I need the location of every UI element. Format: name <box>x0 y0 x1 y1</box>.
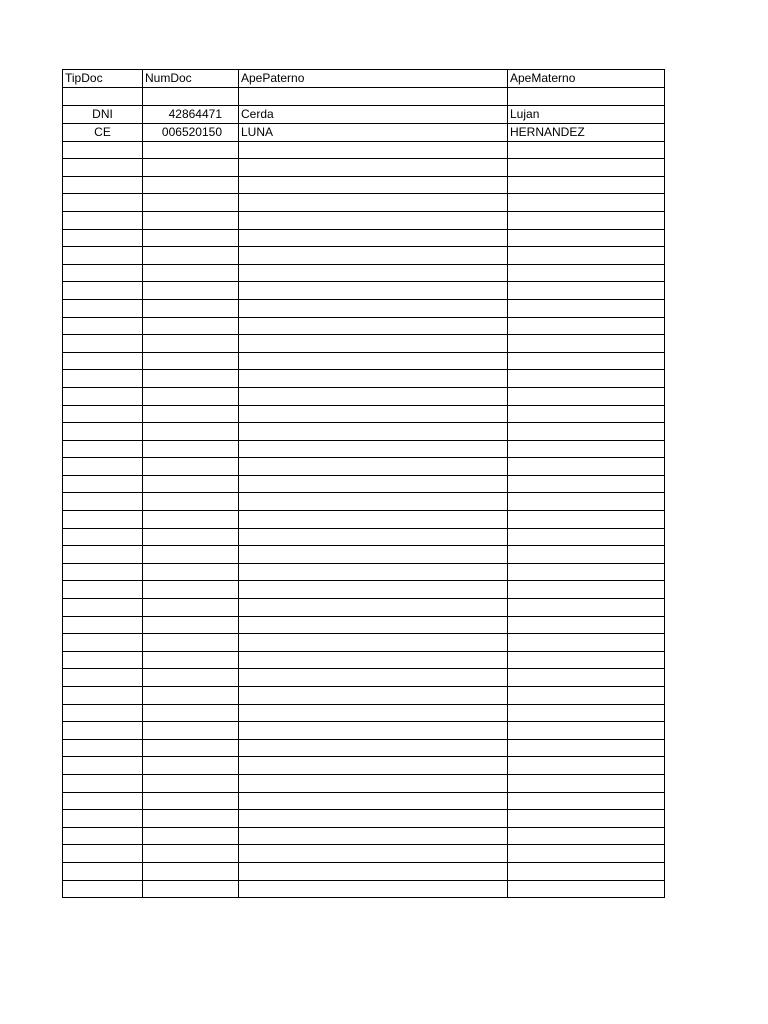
empty-cell <box>143 493 239 511</box>
table-row-empty <box>63 352 665 370</box>
empty-cell <box>239 299 508 317</box>
cell-apepaterno <box>239 88 508 106</box>
empty-cell <box>63 299 143 317</box>
table-row-empty <box>63 880 665 898</box>
empty-cell <box>508 352 665 370</box>
empty-cell <box>143 546 239 564</box>
empty-cell <box>508 511 665 529</box>
table-row-empty <box>63 282 665 300</box>
empty-cell <box>508 757 665 775</box>
empty-cell <box>508 704 665 722</box>
empty-cell <box>239 511 508 529</box>
table-row-empty <box>63 757 665 775</box>
empty-cell <box>239 546 508 564</box>
empty-cell <box>508 599 665 617</box>
empty-cell <box>63 634 143 652</box>
empty-cell <box>143 880 239 898</box>
empty-cell <box>508 229 665 247</box>
empty-cell <box>239 704 508 722</box>
empty-cell <box>239 739 508 757</box>
empty-cell <box>239 475 508 493</box>
table-row-empty <box>63 247 665 265</box>
table-row-empty <box>63 563 665 581</box>
empty-cell <box>143 458 239 476</box>
empty-cell <box>508 387 665 405</box>
empty-cell <box>143 810 239 828</box>
empty-cell <box>63 704 143 722</box>
empty-cell <box>63 563 143 581</box>
table-row-empty <box>63 335 665 353</box>
empty-cell <box>239 141 508 159</box>
table-row-empty <box>63 827 665 845</box>
empty-cell <box>239 247 508 265</box>
table-row-empty <box>63 722 665 740</box>
empty-cell <box>508 774 665 792</box>
table-row-empty <box>63 634 665 652</box>
table-row-empty <box>63 528 665 546</box>
empty-cell <box>239 563 508 581</box>
cell-apepaterno: Cerda <box>239 105 508 123</box>
empty-cell <box>63 669 143 687</box>
table-row-empty <box>63 616 665 634</box>
empty-cell <box>63 264 143 282</box>
table-row-empty <box>63 317 665 335</box>
empty-cell <box>239 211 508 229</box>
empty-cell <box>508 687 665 705</box>
empty-cell <box>63 827 143 845</box>
empty-cell <box>508 634 665 652</box>
empty-cell <box>63 739 143 757</box>
table-header-row <box>63 70 665 88</box>
table-row-empty <box>63 387 665 405</box>
table-row-empty <box>63 458 665 476</box>
table-row-empty <box>63 774 665 792</box>
empty-cell <box>143 194 239 212</box>
empty-cell <box>508 792 665 810</box>
empty-cell <box>508 194 665 212</box>
document-table <box>62 69 665 898</box>
table-row-empty <box>63 792 665 810</box>
empty-cell <box>63 511 143 529</box>
empty-cell <box>239 862 508 880</box>
empty-cell <box>143 264 239 282</box>
cell-apematerno: HERNANDEZ <box>508 123 665 141</box>
table-row-empty <box>63 581 665 599</box>
empty-cell <box>508 880 665 898</box>
empty-cell <box>508 739 665 757</box>
empty-cell <box>239 651 508 669</box>
empty-cell <box>143 511 239 529</box>
header-apematerno: ApeMaterno <box>508 70 665 88</box>
empty-cell <box>63 141 143 159</box>
cell-tipdoc <box>63 88 143 106</box>
empty-cell <box>143 634 239 652</box>
empty-cell <box>508 176 665 194</box>
empty-cell <box>63 599 143 617</box>
empty-cell <box>143 229 239 247</box>
table-row <box>63 88 665 106</box>
header-numdoc: NumDoc <box>143 70 239 88</box>
empty-cell <box>63 335 143 353</box>
empty-cell <box>239 599 508 617</box>
empty-cell <box>143 475 239 493</box>
empty-cell <box>508 862 665 880</box>
empty-cell <box>508 211 665 229</box>
empty-cell <box>239 176 508 194</box>
empty-cell <box>508 493 665 511</box>
empty-cell <box>143 581 239 599</box>
empty-cell <box>63 211 143 229</box>
empty-cell <box>239 581 508 599</box>
table-row <box>63 123 665 141</box>
empty-cell <box>143 387 239 405</box>
table-row-empty <box>63 141 665 159</box>
empty-cell <box>63 651 143 669</box>
empty-cell <box>63 194 143 212</box>
empty-cell <box>508 475 665 493</box>
empty-cell <box>63 229 143 247</box>
table-row-empty <box>63 264 665 282</box>
empty-cell <box>508 616 665 634</box>
empty-cell <box>239 370 508 388</box>
empty-cell <box>239 423 508 441</box>
empty-cell <box>239 669 508 687</box>
empty-cell <box>143 370 239 388</box>
table-row-empty <box>63 440 665 458</box>
header-apepaterno: ApePaterno <box>239 70 508 88</box>
table-row-empty <box>63 651 665 669</box>
empty-cell <box>63 528 143 546</box>
table-row-empty <box>63 493 665 511</box>
empty-cell <box>63 387 143 405</box>
table-row-empty <box>63 299 665 317</box>
empty-cell <box>239 757 508 775</box>
empty-cell <box>143 299 239 317</box>
empty-cell <box>239 264 508 282</box>
empty-cell <box>143 352 239 370</box>
empty-cell <box>63 159 143 177</box>
table-row-empty <box>63 739 665 757</box>
empty-cell <box>143 247 239 265</box>
table-row-empty <box>63 194 665 212</box>
empty-cell <box>239 845 508 863</box>
empty-cell <box>63 774 143 792</box>
table-row-empty <box>63 810 665 828</box>
empty-cell <box>239 528 508 546</box>
empty-cell <box>143 845 239 863</box>
empty-cell <box>239 616 508 634</box>
empty-cell <box>143 405 239 423</box>
table-row-empty <box>63 599 665 617</box>
empty-cell <box>143 757 239 775</box>
empty-cell <box>143 599 239 617</box>
empty-cell <box>239 159 508 177</box>
empty-cell <box>143 317 239 335</box>
empty-cell <box>143 862 239 880</box>
empty-cell <box>143 211 239 229</box>
empty-cell <box>63 352 143 370</box>
empty-cell <box>239 335 508 353</box>
empty-cell <box>63 493 143 511</box>
empty-cell <box>143 739 239 757</box>
empty-cell <box>508 423 665 441</box>
empty-cell <box>63 458 143 476</box>
empty-cell <box>63 862 143 880</box>
empty-cell <box>239 282 508 300</box>
empty-cell <box>239 880 508 898</box>
table-row-empty <box>63 370 665 388</box>
empty-cell <box>143 335 239 353</box>
table-row-empty <box>63 475 665 493</box>
empty-cell <box>143 704 239 722</box>
table-row-empty <box>63 546 665 564</box>
empty-cell <box>63 757 143 775</box>
empty-cell <box>239 722 508 740</box>
table-row <box>63 105 665 123</box>
empty-cell <box>143 423 239 441</box>
table-row-empty <box>63 176 665 194</box>
empty-cell <box>508 247 665 265</box>
empty-cell <box>508 563 665 581</box>
empty-cell <box>63 546 143 564</box>
empty-cell <box>508 335 665 353</box>
empty-cell <box>63 423 143 441</box>
empty-cell <box>508 405 665 423</box>
empty-cell <box>63 247 143 265</box>
empty-cell <box>239 352 508 370</box>
empty-cell <box>143 440 239 458</box>
empty-cell <box>508 282 665 300</box>
empty-cell <box>508 810 665 828</box>
empty-cell <box>63 475 143 493</box>
empty-cell <box>63 370 143 388</box>
empty-cell <box>508 546 665 564</box>
table-row-empty <box>63 704 665 722</box>
empty-cell <box>63 581 143 599</box>
empty-cell <box>239 440 508 458</box>
empty-cell <box>508 669 665 687</box>
empty-cell <box>239 405 508 423</box>
empty-cell <box>63 405 143 423</box>
table-row-empty <box>63 845 665 863</box>
empty-cell <box>143 774 239 792</box>
empty-cell <box>143 141 239 159</box>
cell-numdoc <box>143 88 239 106</box>
empty-cell <box>508 722 665 740</box>
empty-cell <box>508 440 665 458</box>
empty-cell <box>508 299 665 317</box>
empty-cell <box>143 528 239 546</box>
empty-cell <box>508 370 665 388</box>
empty-cell <box>143 159 239 177</box>
empty-cell <box>508 159 665 177</box>
empty-cell <box>143 176 239 194</box>
empty-cell <box>63 810 143 828</box>
empty-cell <box>63 880 143 898</box>
empty-cell <box>239 229 508 247</box>
cell-tipdoc: DNI <box>63 105 143 123</box>
empty-cell <box>143 827 239 845</box>
empty-cell <box>239 458 508 476</box>
empty-cell <box>508 141 665 159</box>
empty-cell <box>508 827 665 845</box>
empty-cell <box>143 687 239 705</box>
empty-cell <box>143 669 239 687</box>
table-row-empty <box>63 405 665 423</box>
cell-apepaterno: LUNA <box>239 123 508 141</box>
empty-cell <box>143 563 239 581</box>
table-row-empty <box>63 211 665 229</box>
empty-cell <box>508 581 665 599</box>
empty-cell <box>143 651 239 669</box>
empty-cell <box>63 616 143 634</box>
table-row-empty <box>63 159 665 177</box>
cell-numdoc: 006520150 <box>143 123 239 141</box>
empty-cell <box>63 792 143 810</box>
empty-cell <box>239 493 508 511</box>
empty-cell <box>143 722 239 740</box>
empty-cell <box>63 687 143 705</box>
empty-cell <box>508 845 665 863</box>
empty-cell <box>63 317 143 335</box>
table-row-empty <box>63 669 665 687</box>
empty-cell <box>63 282 143 300</box>
empty-cell <box>239 194 508 212</box>
empty-cell <box>63 176 143 194</box>
empty-cell <box>143 282 239 300</box>
header-tipdoc: TipDoc <box>63 70 143 88</box>
cell-numdoc: 42864471 <box>143 105 239 123</box>
table-row-empty <box>63 511 665 529</box>
empty-cell <box>239 774 508 792</box>
empty-cell <box>508 458 665 476</box>
empty-cell <box>239 792 508 810</box>
empty-cell <box>508 264 665 282</box>
empty-cell <box>143 792 239 810</box>
table-row-empty <box>63 229 665 247</box>
empty-cell <box>239 810 508 828</box>
empty-cell <box>63 845 143 863</box>
empty-cell <box>508 651 665 669</box>
cell-apematerno <box>508 88 665 106</box>
cell-apematerno: Lujan <box>508 105 665 123</box>
table-row-empty <box>63 423 665 441</box>
empty-cell <box>239 827 508 845</box>
empty-cell <box>143 616 239 634</box>
empty-cell <box>508 528 665 546</box>
table-row-empty <box>63 862 665 880</box>
empty-cell <box>239 634 508 652</box>
table-row-empty <box>63 687 665 705</box>
empty-cell <box>239 687 508 705</box>
empty-cell <box>63 722 143 740</box>
cell-tipdoc: CE <box>63 123 143 141</box>
empty-cell <box>239 317 508 335</box>
empty-cell <box>508 317 665 335</box>
empty-cell <box>63 440 143 458</box>
empty-cell <box>239 387 508 405</box>
